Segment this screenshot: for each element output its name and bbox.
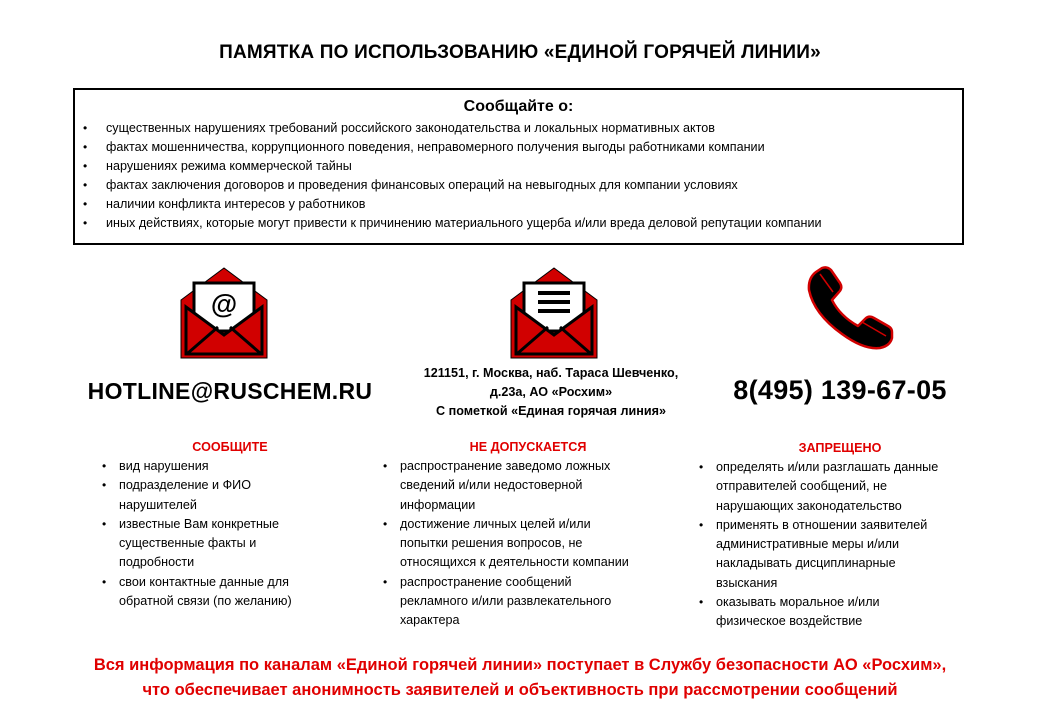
list-item: • применять в отношении заявителей административные меры и/или накладывать дисциплинарные взыскания [697,516,1017,593]
address-line: 121151, г. Москва, наб. Тараса Шевченко, [423,366,679,380]
footer-line: Вся информация по каналам «Единой горячей линии» поступает в Службу безопасности АО «Росхим», [93,656,947,674]
column-heading-report: СООБЩИТЕ [192,440,268,454]
list-item: • оказывать моральное и/или физическое воздействие [697,593,1017,632]
list-item: • достижение личных целей и/или попытки решения вопросов, не относящихся к деятельности компании [381,515,701,573]
letter-envelope-icon [508,265,600,363]
hotline-email[interactable]: HOTLINE@RUSCHEM.RU [87,378,373,404]
report-details-list [100,457,380,611]
list-item: • определять и/или разглашать данные отправителей сообщений, не нарушающих законодательство [697,458,1017,516]
report-topics-title: Сообщайте о: [463,98,574,115]
list-item: • существенных нарушениях требований российского законодательства и локальных нормативных актов [83,119,962,138]
list-item: • фактах мошенничества, коррупционного поведения, неправомерного получения выгоды работниками компании [83,138,962,157]
column-heading-not-allowed: НЕ ДОПУСКАЕТСЯ [469,440,587,454]
list-item: • вид нарушения [100,457,380,476]
footer-line: что обеспечивает анонимность заявителей и объективность при рассмотрении сообщений [142,681,898,699]
page-title: ПАМЯТКА ПО ИСПОЛЬЗОВАНИЮ «ЕДИНОЙ ГОРЯЧЕЙ ЛИНИИ» [219,42,821,63]
column-heading-prohibited: ЗАПРЕЩЕНО [798,441,882,455]
footer-notice [0,653,1040,703]
address-line: С пометкой «Единая горячая линия» [436,404,666,418]
svg-text:@: @ [210,289,238,319]
not-allowed-list [381,457,701,631]
hotline-phone[interactable]: 8(495) 139-67-05 [733,375,947,405]
list-item: • распространение сообщений рекламного и/или развлекательного характера [381,573,701,631]
list-item: • свои контактные данные для обратной связи (по желанию) [100,573,380,612]
list-item: • подразделение и ФИО нарушителей [100,476,380,515]
report-topics-list [75,119,962,233]
list-item: • иных действиях, которые могут привести к причинению материального ущерба и/или вреда деловой репутации компании [83,214,962,233]
list-item: • нарушениях режима коммерческой тайны [83,157,962,176]
list-item: • известные Вам конкретные существенные факты и подробности [100,515,380,573]
postal-address [396,364,706,421]
report-topics-box [73,88,964,245]
phone-handset-icon [806,266,896,352]
list-item: • распространение заведомо ложных сведений и/или недостоверной информации [381,457,701,515]
prohibited-list [697,458,1017,632]
address-line: д.23а, АО «Росхим» [489,385,613,399]
list-item: • фактах заключения договоров и проведения финансовых операций на невыгодных для компании условиях [83,176,962,195]
list-item: • наличии конфликта интересов у работников [83,195,962,214]
email-at-envelope-icon [178,265,270,363]
